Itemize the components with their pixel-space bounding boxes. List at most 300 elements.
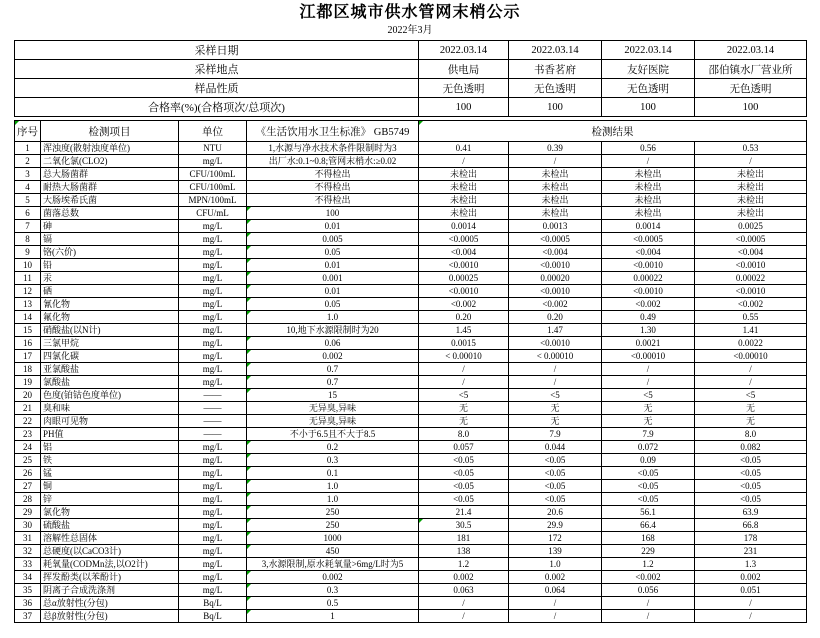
table-row [15,610,807,623]
standard-value: 100 [247,207,419,220]
table-row [15,207,807,220]
result-value: 0.49 [602,311,695,324]
result-value: 未检出 [602,207,695,220]
result-value: 21.4 [419,506,509,519]
item-name: 汞 [41,272,179,285]
result-value: <0.0010 [509,337,602,350]
result-value: <0.004 [695,246,807,259]
item-name: 挥发酚类(以苯酚计) [41,571,179,584]
summary-row [15,60,807,79]
result-value: 1.30 [602,324,695,337]
row-number: 35 [15,584,41,597]
result-value: 0.20 [419,311,509,324]
row-number: 22 [15,415,41,428]
result-value: 无 [509,415,602,428]
result-value: 未检出 [695,207,807,220]
result-value: 168 [602,532,695,545]
result-value: 1.45 [419,324,509,337]
row-number: 24 [15,441,41,454]
table-row [15,285,807,298]
results-table [14,120,807,623]
result-value: 66.8 [695,519,807,532]
table-row [15,220,807,233]
result-value: < 0.00010 [419,350,509,363]
result-value: 未检出 [419,194,509,207]
result-value: 1.47 [509,324,602,337]
item-name: 氟化物 [41,311,179,324]
unit: mg/L [179,467,247,480]
result-value: 0.39 [509,142,602,155]
item-name: 锰 [41,467,179,480]
result-value: 0.55 [695,311,807,324]
row-number: 17 [15,350,41,363]
result-value: 0.0022 [695,337,807,350]
result-value: <0.0010 [695,285,807,298]
result-value: 未检出 [695,194,807,207]
standard-value: 0.01 [247,285,419,298]
standard-value: 1 [247,610,419,623]
result-value: 0.0025 [695,220,807,233]
table-row [15,584,807,597]
item-name: 耐热大肠菌群 [41,181,179,194]
table-row [15,376,807,389]
row-number: 5 [15,194,41,207]
row-number: 3 [15,168,41,181]
result-value: 0.056 [602,584,695,597]
result-value: 7.9 [509,428,602,441]
result-value: <0.05 [509,454,602,467]
result-value: / [509,363,602,376]
result-value: 0.044 [509,441,602,454]
unit: mg/L [179,545,247,558]
result-value: <0.004 [602,246,695,259]
row-number: 2 [15,155,41,168]
result-value: 0.072 [602,441,695,454]
item-name: 三氯甲烷 [41,337,179,350]
table-row [15,155,807,168]
table-row [15,363,807,376]
result-value: / [419,610,509,623]
result-value: 0.00022 [602,272,695,285]
standard-value: 0.005 [247,233,419,246]
unit: Bq/L [179,597,247,610]
result-value: <0.05 [602,467,695,480]
column-header-standard: 《生活饮用水卫生标准》 GB5749 [247,121,419,142]
result-value: 20.6 [509,506,602,519]
unit: mg/L [179,519,247,532]
result-value: 178 [695,532,807,545]
table-row [15,246,807,259]
standard-value: 无异臭,异味 [247,415,419,428]
result-value: <5 [602,389,695,402]
row-number: 1 [15,142,41,155]
summary-value-cell: 供电局 [419,60,509,79]
unit: —— [179,415,247,428]
result-value: <0.05 [509,493,602,506]
item-name: 亚氯酸盐 [41,363,179,376]
item-name: 硝酸盐(以N计) [41,324,179,337]
standard-value: 15 [247,389,419,402]
unit: mg/L [179,220,247,233]
row-number: 34 [15,571,41,584]
item-name: PH值 [41,428,179,441]
summary-row [15,98,807,117]
result-value: / [419,376,509,389]
table-row [15,337,807,350]
item-name: 色度(铂钴色度单位) [41,389,179,402]
result-value: / [695,610,807,623]
table-row [15,233,807,246]
table-row [15,324,807,337]
result-value: / [509,610,602,623]
result-value: 0.063 [419,584,509,597]
unit: mg/L [179,493,247,506]
table-row [15,311,807,324]
unit: —— [179,428,247,441]
row-number: 15 [15,324,41,337]
table-row [15,181,807,194]
result-value: / [509,155,602,168]
result-value: 未检出 [509,194,602,207]
table-row [15,194,807,207]
table-row [15,272,807,285]
report-month: 2022年3月 [387,25,433,36]
standard-value: 1.0 [247,480,419,493]
item-name: 镉 [41,233,179,246]
row-number: 30 [15,519,41,532]
row-number: 8 [15,233,41,246]
item-name: 溶解性总固体 [41,532,179,545]
result-value: 1.41 [695,324,807,337]
result-value: < 0.00010 [509,350,602,363]
result-value: 未检出 [419,168,509,181]
standard-value: 0.1 [247,467,419,480]
result-value: 0.0021 [602,337,695,350]
result-value: 未检出 [509,181,602,194]
result-value: 0.00025 [419,272,509,285]
result-value: 0.00020 [509,272,602,285]
table-row [15,298,807,311]
summary-row-label: 合格率(%)(合格项次/总项次) [15,98,419,117]
result-value: 0.0014 [602,220,695,233]
result-value: <0.05 [419,480,509,493]
result-value: <0.0005 [695,233,807,246]
table-row [15,467,807,480]
unit: mg/L [179,363,247,376]
result-value: <5 [419,389,509,402]
standard-value: 0.3 [247,454,419,467]
standard-value: 250 [247,519,419,532]
unit: CFU/100mL [179,168,247,181]
result-value: 无 [509,402,602,415]
standard-value: 0.7 [247,363,419,376]
results-header-row [15,121,807,142]
result-value: <0.0010 [419,259,509,272]
result-value: <0.004 [509,246,602,259]
unit: mg/L [179,506,247,519]
result-value: <0.002 [695,298,807,311]
unit: —— [179,402,247,415]
table-row [15,168,807,181]
result-value: 1.2 [602,558,695,571]
result-value: 0.53 [695,142,807,155]
result-value: <0.05 [602,480,695,493]
item-name: 铬(六价) [41,246,179,259]
item-name: 硒 [41,285,179,298]
summary-value-cell: 100 [695,98,807,117]
table-row [15,571,807,584]
result-value: <0.0005 [602,233,695,246]
row-number: 18 [15,363,41,376]
result-value: 0.0013 [509,220,602,233]
result-value: <0.00010 [695,350,807,363]
standard-value: 1,水源与净水技术条件限制时为3 [247,142,419,155]
summary-value-cell: 2022.03.14 [602,41,695,60]
standard-value: 0.01 [247,259,419,272]
result-value: / [695,597,807,610]
result-value: 0.064 [509,584,602,597]
summary-row-label: 样品性质 [15,79,419,98]
standard-value: 0.05 [247,246,419,259]
result-value: <0.004 [419,246,509,259]
unit: mg/L [179,233,247,246]
result-value: 未检出 [419,207,509,220]
table-row [15,350,807,363]
unit: mg/L [179,480,247,493]
result-value: <0.05 [695,467,807,480]
result-value: 无 [419,415,509,428]
column-header-unit: 单位 [179,121,247,142]
row-number: 21 [15,402,41,415]
result-value: / [602,363,695,376]
table-row [15,415,807,428]
unit: mg/L [179,259,247,272]
summary-value-cell: 100 [419,98,509,117]
result-value: 0.41 [419,142,509,155]
result-value: <0.05 [602,493,695,506]
result-value: <0.0005 [419,233,509,246]
table-row [15,597,807,610]
result-value: <0.05 [419,454,509,467]
row-number: 16 [15,337,41,350]
summary-value-cell: 无色透明 [695,79,807,98]
result-value: <0.05 [419,467,509,480]
unit: mg/L [179,454,247,467]
table-row [15,142,807,155]
unit: mg/L [179,311,247,324]
result-value: / [602,155,695,168]
standard-value: 不得检出 [247,168,419,181]
summary-value-cell: 友好医院 [602,60,695,79]
item-name: 四氯化碳 [41,350,179,363]
item-name: 肉眼可见物 [41,415,179,428]
standard-value: 无异臭,异味 [247,402,419,415]
result-value: <0.0005 [509,233,602,246]
item-name: 铝 [41,441,179,454]
result-value: 0.56 [602,142,695,155]
item-name: 臭和味 [41,402,179,415]
table-row [15,389,807,402]
row-number: 29 [15,506,41,519]
item-name: 氰化物 [41,298,179,311]
result-value: 56.1 [602,506,695,519]
standard-value: 0.06 [247,337,419,350]
table-row [15,545,807,558]
result-value: 231 [695,545,807,558]
result-value: <0.002 [419,298,509,311]
standard-value: 不得检出 [247,181,419,194]
row-number: 27 [15,480,41,493]
row-number: 20 [15,389,41,402]
result-value: 无 [419,402,509,415]
standard-value: 0.002 [247,350,419,363]
row-number: 13 [15,298,41,311]
item-name: 硫酸盐 [41,519,179,532]
result-value: <0.0010 [509,259,602,272]
result-value: <0.05 [695,493,807,506]
table-row [15,493,807,506]
result-value: 未检出 [602,194,695,207]
column-header-item: 检测项目 [41,121,179,142]
standard-value: 0.05 [247,298,419,311]
standard-value: 3,水源限制,原水耗氧量>6mg/L时为5 [247,558,419,571]
result-value: 未检出 [695,181,807,194]
result-value: 172 [509,532,602,545]
result-value: 未检出 [509,168,602,181]
result-value: / [695,363,807,376]
unit: mg/L [179,441,247,454]
result-value: 30.5 [419,519,509,532]
summary-value-cell: 100 [602,98,695,117]
summary-value-cell: 2022.03.14 [695,41,807,60]
result-value: <0.002 [509,298,602,311]
row-number: 37 [15,610,41,623]
result-value: <0.05 [419,493,509,506]
result-value: 1.2 [419,558,509,571]
result-value: / [419,597,509,610]
summary-row-label: 采样日期 [15,41,419,60]
row-number: 11 [15,272,41,285]
item-name: 氯化物 [41,506,179,519]
row-number: 31 [15,532,41,545]
item-name: 菌落总数 [41,207,179,220]
unit: mg/L [179,298,247,311]
result-value: 1.0 [509,558,602,571]
standard-value: 10,地下水源限制时为20 [247,324,419,337]
table-row [15,506,807,519]
result-value: 未检出 [602,168,695,181]
result-value: 0.082 [695,441,807,454]
result-value: / [509,597,602,610]
result-value: / [602,597,695,610]
item-name: 阴离子合成洗涤剂 [41,584,179,597]
row-number: 32 [15,545,41,558]
item-name: 大肠埃希氏菌 [41,194,179,207]
result-value: 无 [695,415,807,428]
row-number: 28 [15,493,41,506]
summary-value-cell: 邵伯镇水厂营业所 [695,60,807,79]
unit: Bq/L [179,610,247,623]
unit: mg/L [179,324,247,337]
unit: mg/L [179,350,247,363]
unit: MPN/100mL [179,194,247,207]
unit: mg/L [179,246,247,259]
table-row [15,519,807,532]
table-row [15,480,807,493]
unit: mg/L [179,532,247,545]
summary-value-cell: 无色透明 [419,79,509,98]
standard-value: 1.0 [247,311,419,324]
summary-value-cell: 100 [509,98,602,117]
result-value: 29.9 [509,519,602,532]
row-number: 9 [15,246,41,259]
result-value: 0.20 [509,311,602,324]
unit: mg/L [179,376,247,389]
result-value: <0.00010 [602,350,695,363]
row-number: 36 [15,597,41,610]
summary-table [14,40,807,117]
standard-value: 0.5 [247,597,419,610]
standard-value: 出厂水:0.1~0.8;管网末梢水:≥0.02 [247,155,419,168]
result-value: 8.0 [695,428,807,441]
unit: mg/L [179,285,247,298]
result-value: <0.0010 [695,259,807,272]
row-number: 4 [15,181,41,194]
standard-value: 0.002 [247,571,419,584]
result-value: <0.0010 [602,259,695,272]
summary-row-label: 采样地点 [15,60,419,79]
unit: mg/L [179,272,247,285]
table-row [15,402,807,415]
table-row [15,441,807,454]
result-value: / [419,363,509,376]
item-name: 总β放射性(分包) [41,610,179,623]
result-value: / [695,376,807,389]
table-row [15,428,807,441]
unit: CFU/100mL [179,181,247,194]
result-value: <0.05 [695,454,807,467]
result-value: 229 [602,545,695,558]
standard-value: 250 [247,506,419,519]
result-value: 1.3 [695,558,807,571]
result-value: <0.05 [695,480,807,493]
result-value: 无 [602,402,695,415]
result-value: 138 [419,545,509,558]
result-value: 0.09 [602,454,695,467]
column-header-index: 序号 [15,121,41,142]
result-value: <0.002 [602,571,695,584]
item-name: 铁 [41,454,179,467]
result-value: <0.05 [509,480,602,493]
standard-value: 0.3 [247,584,419,597]
summary-value-cell: 无色透明 [602,79,695,98]
standard-value: 0.001 [247,272,419,285]
item-name: 总α放射性(分包) [41,597,179,610]
result-value: 66.4 [602,519,695,532]
row-number: 23 [15,428,41,441]
unit: mg/L [179,571,247,584]
result-value: / [695,155,807,168]
summary-value-cell: 2022.03.14 [419,41,509,60]
item-name: 浑浊度(散射浊度单位) [41,142,179,155]
row-number: 10 [15,259,41,272]
unit: mg/L [179,584,247,597]
result-value: / [602,376,695,389]
result-value: 0.002 [419,571,509,584]
row-number: 6 [15,207,41,220]
summary-value-cell: 无色透明 [509,79,602,98]
result-value: 0.0014 [419,220,509,233]
